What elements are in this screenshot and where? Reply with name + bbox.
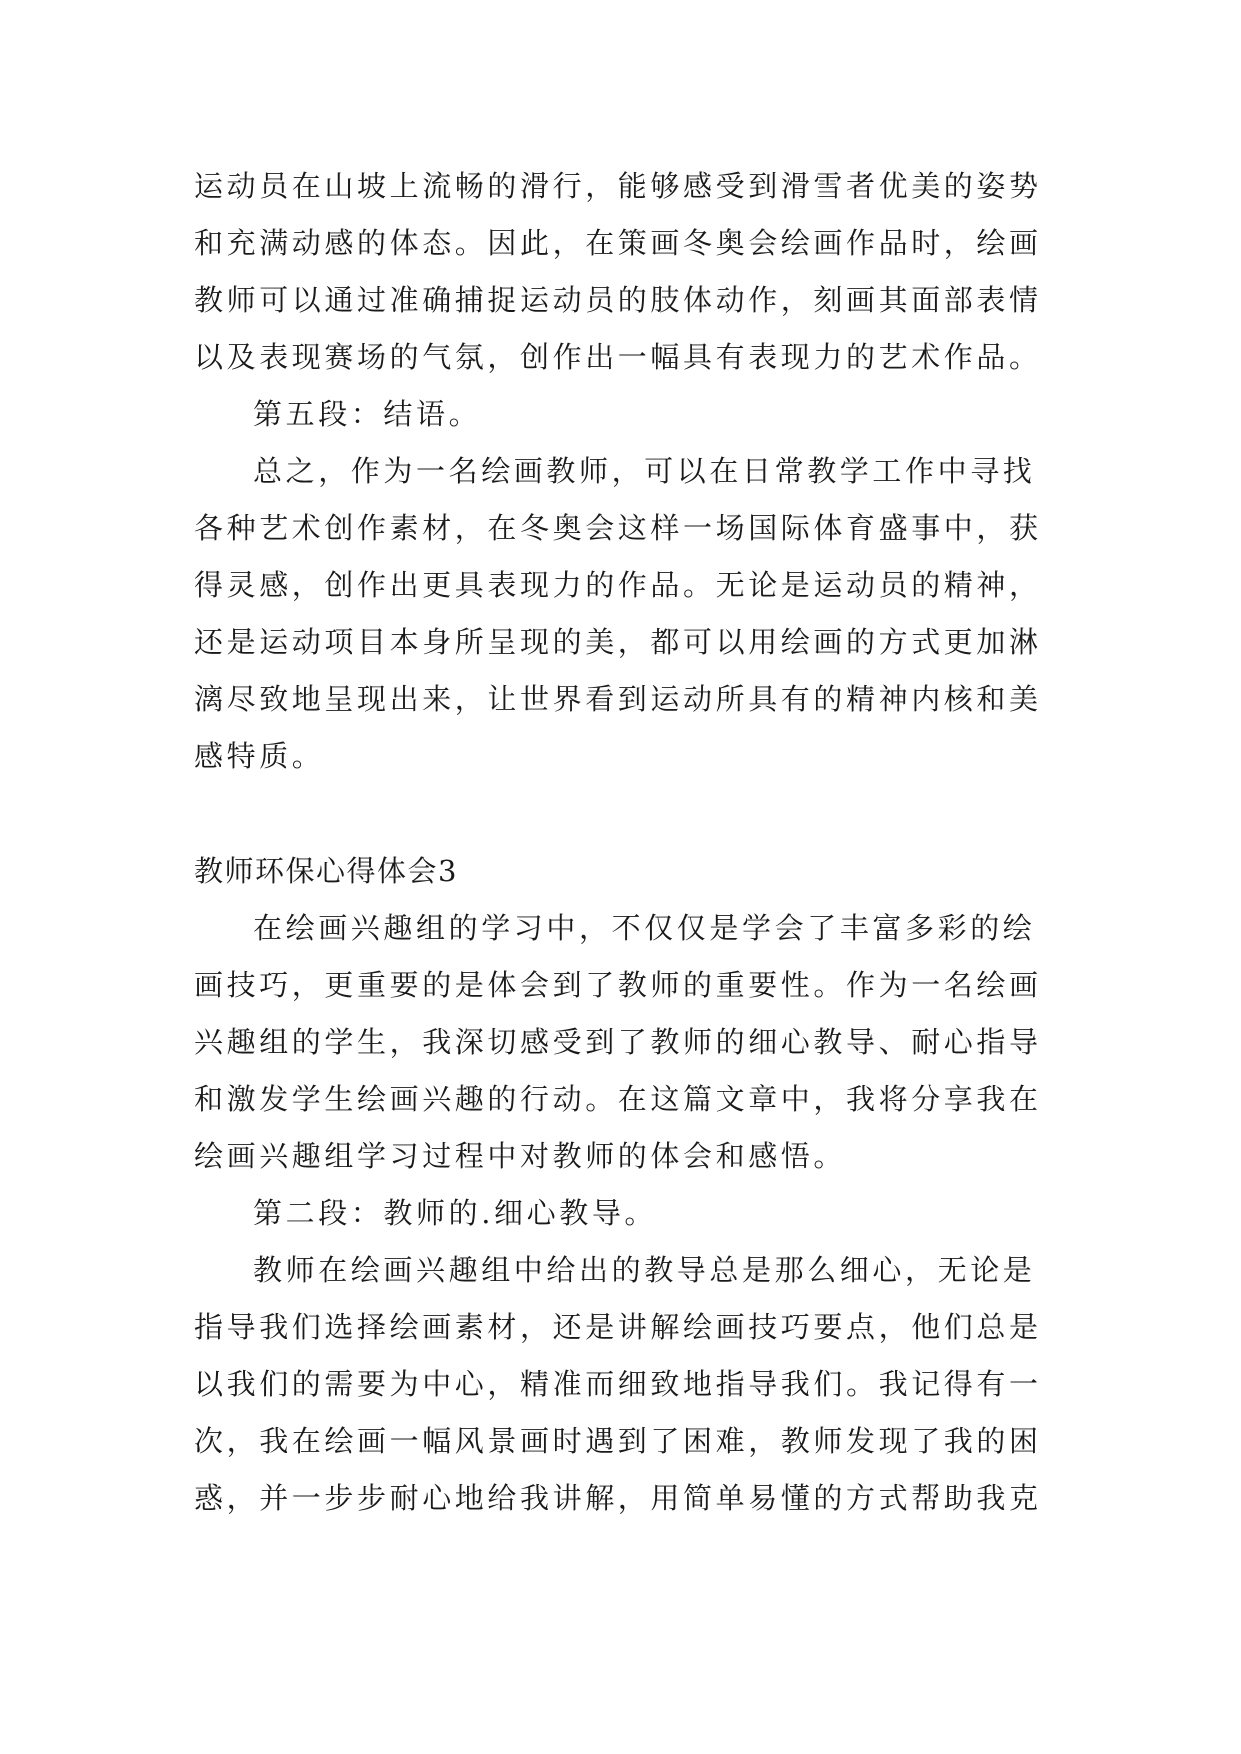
paragraph-first-line: 总之，作为一名绘画教师，可以在日常教学工作中寻找 bbox=[253, 454, 1036, 488]
paragraph-first-line: 教师在绘画兴趣组中给出的教导总是那么细心，无论是 bbox=[253, 1253, 1036, 1287]
text-line: 以及表现赛场的气氛，创作出一幅具有表现力的艺术作品。 bbox=[194, 340, 1042, 374]
text-line: 次，我在绘画一幅风景画时遇到了困难，教师发现了我的困 bbox=[194, 1424, 1042, 1458]
text-line: 教师可以通过准确捕捉运动员的肢体动作，刻画其面部表情 bbox=[194, 283, 1042, 317]
text-line: 和充满动感的体态。因此，在策画冬奥会绘画作品时，绘画 bbox=[194, 226, 1042, 260]
text-line: 以我们的需要为中心，精准而细致地指导我们。我记得有一 bbox=[194, 1367, 1042, 1401]
text-line: 兴趣组的学生，我深切感受到了教师的细心教导、耐心指导 bbox=[194, 1025, 1042, 1059]
text-line: 各种艺术创作素材，在冬奥会这样一场国际体育盛事中，获 bbox=[194, 511, 1042, 545]
section-heading: 第二段：教师的.细心教导。 bbox=[253, 1196, 658, 1230]
text-line: 得灵感，创作出更具表现力的作品。无论是运动员的精神， bbox=[194, 568, 1042, 602]
text-line: 和激发学生绘画兴趣的行动。在这篇文章中，我将分享我在 bbox=[194, 1082, 1042, 1116]
paragraph-first-line: 在绘画兴趣组的学习中，不仅仅是学会了丰富多彩的绘 bbox=[253, 911, 1036, 945]
text-line: 感特质。 bbox=[194, 739, 325, 773]
text-line: 指导我们选择绘画素材，还是讲解绘画技巧要点，他们总是 bbox=[194, 1310, 1042, 1344]
text-line: 漓尽致地呈现出来，让世界看到运动所具有的精神内核和美 bbox=[194, 682, 1042, 716]
text-line: 画技巧，更重要的是体会到了教师的重要性。作为一名绘画 bbox=[194, 968, 1042, 1002]
section-heading: 第五段：结语。 bbox=[253, 397, 482, 431]
text-line: 还是运动项目本身所呈现的美，都可以用绘画的方式更加淋 bbox=[194, 625, 1042, 659]
text-line: 惑，并一步步耐心地给我讲解，用简单易懂的方式帮助我克 bbox=[194, 1481, 1042, 1515]
text-line: 绘画兴趣组学习过程中对教师的体会和感悟。 bbox=[194, 1139, 847, 1173]
text-line: 运动员在山坡上流畅的滑行，能够感受到滑雪者优美的姿势 bbox=[194, 169, 1042, 203]
article-title: 教师环保心得体会3 bbox=[194, 854, 458, 888]
